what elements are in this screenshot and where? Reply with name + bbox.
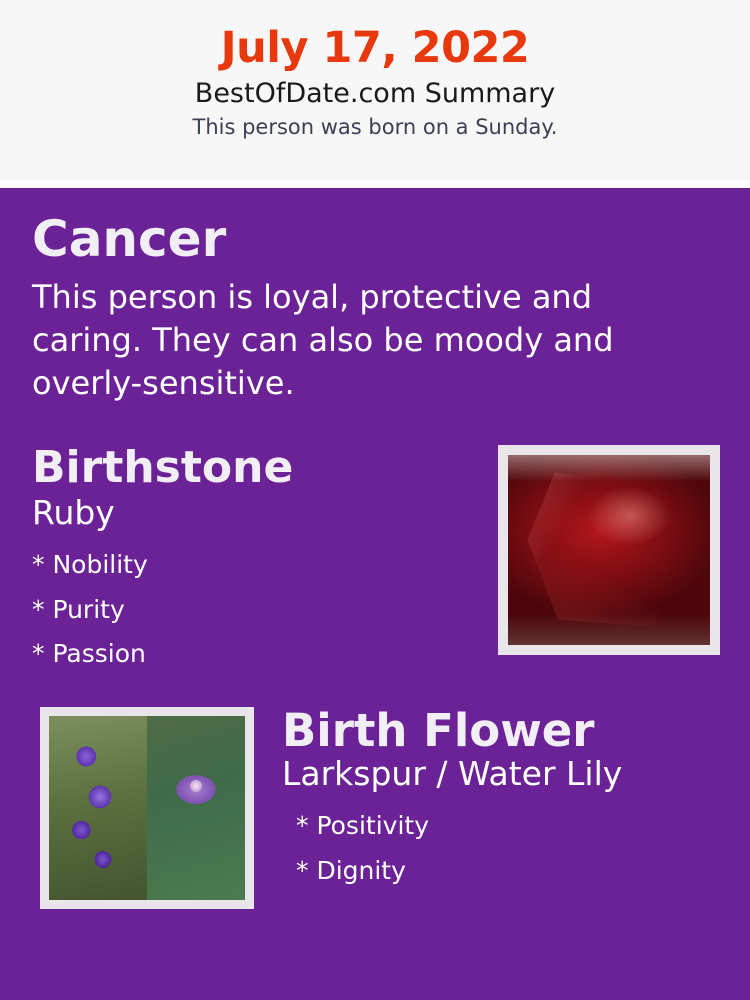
larkspur-water-lily-photo — [40, 707, 254, 909]
birth-flower-section — [30, 703, 720, 917]
list-item: * Passion — [32, 639, 146, 669]
birth-flower-name: Larkspur / Water Lily — [282, 753, 623, 793]
birth-flower-title: Birth Flower — [282, 703, 595, 757]
birth-day-of-week: This person was born on a Sunday. — [192, 114, 558, 139]
flower-image — [49, 716, 245, 900]
birth-flower-traits — [280, 804, 720, 893]
list-item: * Nobility — [32, 550, 148, 580]
header — [0, 0, 750, 180]
list-item: * Positivity — [296, 811, 429, 841]
birthstone-text — [30, 441, 470, 677]
larkspur-image — [49, 716, 147, 900]
birthstone-title: Birthstone — [32, 441, 294, 493]
page-title: July 17, 2022 — [220, 23, 530, 73]
birth-flower-text — [280, 703, 720, 894]
birthstone-traits — [30, 543, 470, 677]
birthstone-section — [30, 441, 720, 677]
zodiac-description: This person is loyal, protective and caring. They can also be moody and overly-sensitive. — [32, 278, 614, 402]
header-divider — [0, 180, 750, 188]
list-item: * Dignity — [296, 855, 406, 885]
site-name: BestOfDate.com Summary — [194, 78, 556, 110]
ruby-gemstone-image — [508, 455, 710, 645]
birthstone-name: Ruby — [32, 492, 115, 532]
ruby-gemstone-photo — [498, 445, 720, 655]
water-lily-image — [147, 716, 245, 900]
zodiac-sign-title: Cancer — [32, 210, 227, 268]
details-panel — [0, 188, 750, 1000]
list-item: * Purity — [32, 594, 125, 624]
